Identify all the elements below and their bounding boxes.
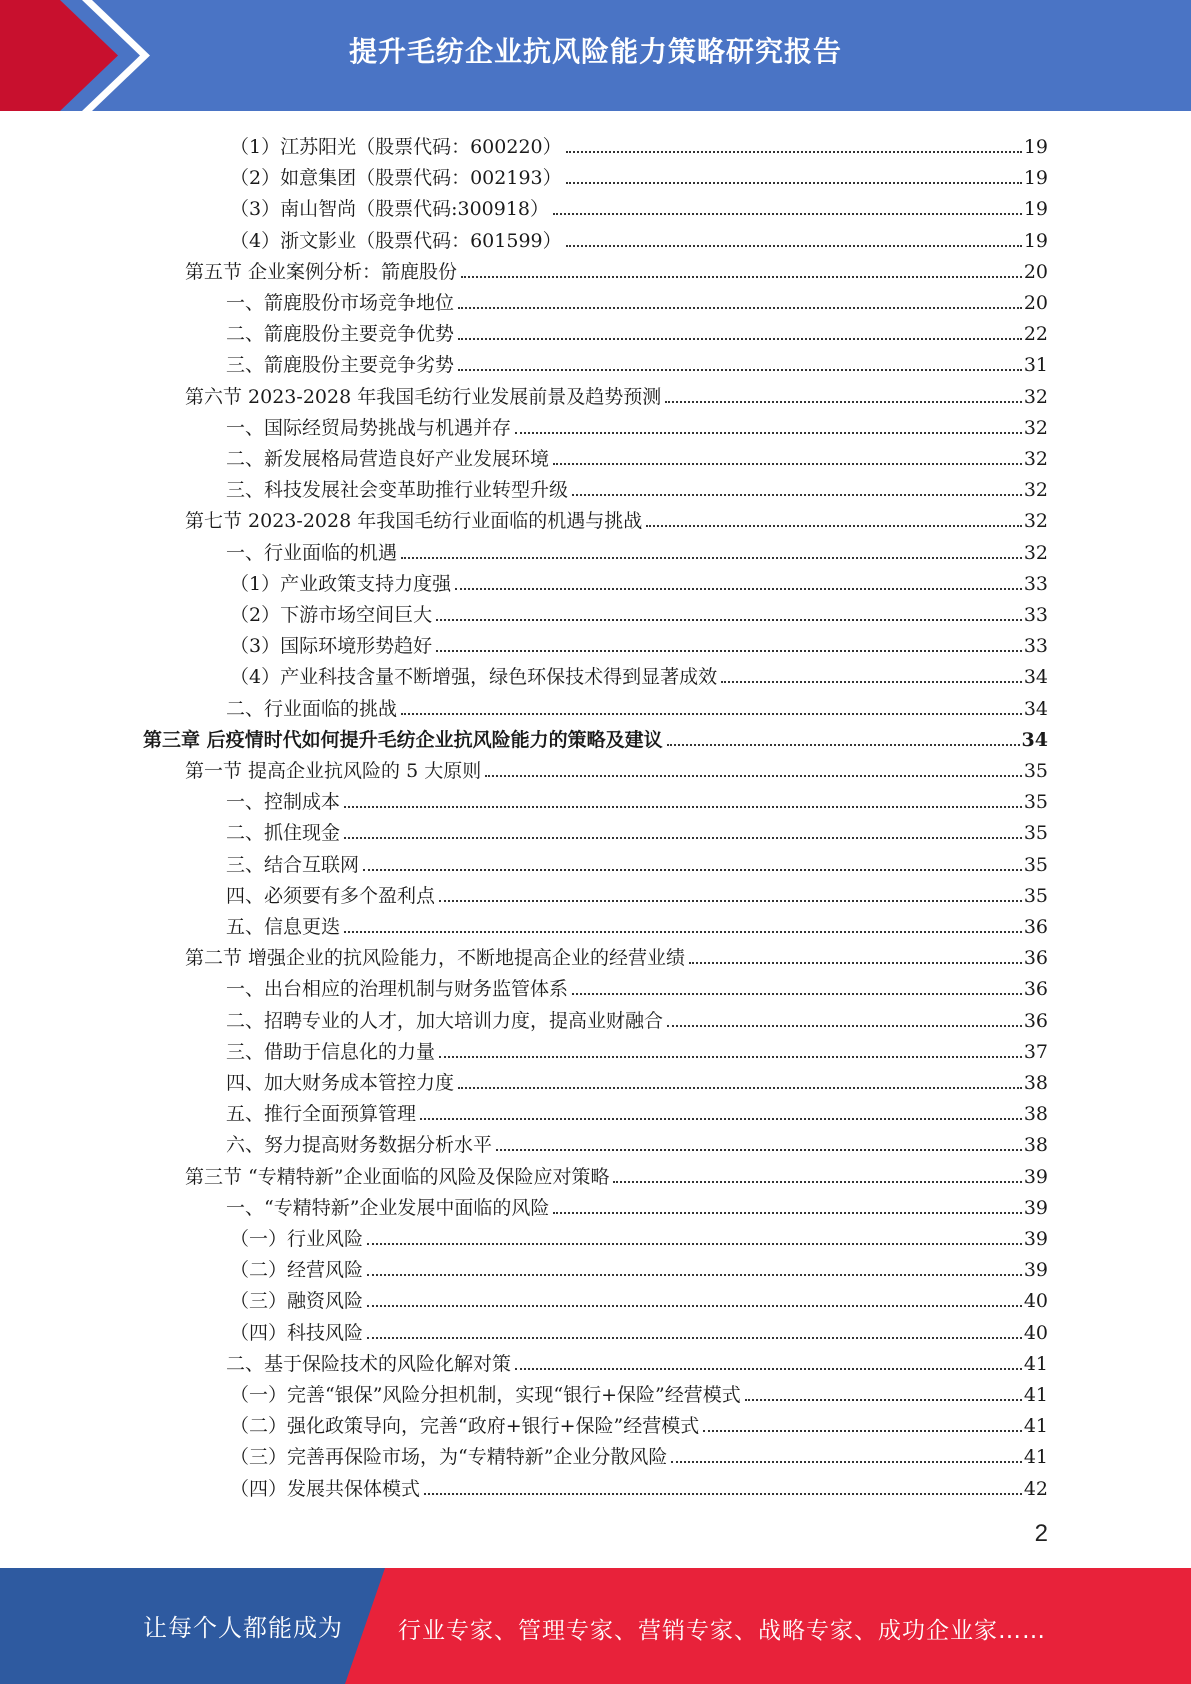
toc-entry[interactable]	[230, 159, 1048, 190]
toc-entry-page: 31	[1023, 354, 1048, 377]
toc-entry[interactable]	[226, 690, 1048, 721]
toc-entry-page: 38	[1023, 1134, 1048, 1157]
toc-entry[interactable]	[230, 1438, 1048, 1469]
toc-entry[interactable]	[226, 409, 1048, 440]
toc-leader-dots	[553, 212, 1022, 215]
report-title: 提升毛纺企业抗风险能力策略研究报告	[348, 35, 842, 68]
toc-entry-title: 四、加大财务成本管控力度	[226, 1072, 455, 1094]
toc-entry[interactable]	[230, 1282, 1048, 1313]
toc-entry-page: 22	[1023, 323, 1048, 346]
toc-leader-dots	[572, 493, 1022, 496]
toc-leader-dots	[367, 1304, 1022, 1307]
toc-entry-page: 40	[1023, 1290, 1048, 1313]
toc-entry[interactable]	[226, 846, 1048, 877]
toc-entry[interactable]	[226, 908, 1048, 939]
toc-entry[interactable]	[230, 128, 1048, 159]
toc-leader-dots	[613, 1180, 1021, 1183]
toc-entry-page: 41	[1023, 1446, 1048, 1469]
toc-entry-title: 第三章 后疫情时代如何提升毛纺企业抗风险能力的策略及建议	[143, 728, 663, 751]
toc-entry-title: （二）强化政策导向，完善“政府+银行+保险”经营模式	[230, 1415, 700, 1438]
toc-leader-dots	[344, 836, 1022, 839]
toc-leader-dots	[344, 930, 1022, 933]
toc-entry[interactable]	[185, 378, 1048, 409]
toc-entry-page: 32	[1023, 416, 1048, 439]
toc-leader-dots	[401, 712, 1022, 715]
toc-entry-title: （3）南山智尚（股票代码:300918）	[230, 198, 550, 221]
toc-leader-dots	[436, 649, 1022, 652]
toc-entry[interactable]	[226, 1126, 1048, 1157]
toc-entry-title: 二、新发展格局营造良好产业发展环境	[226, 448, 550, 470]
toc-entry[interactable]	[185, 939, 1048, 970]
toc-entry-title: （4）产业科技含量不断增强，绿色环保技术得到显著成效	[230, 666, 718, 689]
toc-leader-dots	[646, 524, 1022, 527]
toc-entry[interactable]	[230, 1314, 1048, 1345]
toc-entry-page: 20	[1023, 260, 1048, 283]
toc-entry-page: 39	[1023, 1228, 1048, 1250]
toc-entry[interactable]	[230, 1376, 1048, 1407]
toc-entry-page: 35	[1023, 822, 1048, 845]
toc-entry-title: 一、控制成本	[226, 791, 341, 814]
toc-leader-dots	[420, 1117, 1022, 1120]
toc-leader-dots	[572, 992, 1022, 995]
toc-entry-page: 41	[1023, 1384, 1048, 1406]
toc-entry[interactable]	[230, 1470, 1048, 1501]
toc-entry-page: 32	[1023, 510, 1048, 533]
toc-entry-title: （四）发展共保体模式	[230, 1477, 421, 1500]
toc-leader-dots	[458, 306, 1022, 309]
toc-leader-dots	[515, 1367, 1022, 1370]
toc-entry-title: 一、箭鹿股份市场竞争地位	[226, 292, 455, 314]
toc-entry-page: 35	[1023, 853, 1048, 876]
toc-entry[interactable]	[226, 1189, 1048, 1220]
toc-entry-title: 一、“专精特新”企业发展中面临的风险	[226, 1196, 550, 1219]
toc-leader-dots	[424, 1492, 1022, 1495]
toc-entry-page: 41	[1023, 1352, 1048, 1375]
toc-leader-dots	[436, 618, 1022, 621]
footer-slogan-right: 行业专家、管理专家、营销专家、战略专家、成功企业家……	[398, 1618, 1046, 1644]
toc-entry-page: 35	[1023, 884, 1048, 907]
toc-leader-dots	[439, 1055, 1022, 1058]
toc-leader-dots	[367, 1336, 1022, 1339]
toc-entry-title: 六、努力提高财务数据分析水平	[226, 1134, 493, 1157]
toc-entry-title: 第二节 增强企业的抗风险能力，不断地提高企业的经营业绩	[185, 947, 686, 970]
toc-leader-dots	[485, 774, 1022, 777]
toc-leader-dots	[455, 587, 1022, 590]
page-number: 2	[1034, 1520, 1048, 1547]
toc-leader-dots	[566, 150, 1022, 153]
toc-entry-page: 40	[1023, 1321, 1048, 1344]
toc-entry-title: 三、结合互联网	[226, 853, 360, 876]
toc-entry-page: 38	[1023, 1072, 1048, 1094]
toc-entry-page: 32	[1023, 479, 1048, 502]
toc-entry-page: 33	[1023, 635, 1048, 658]
toc-entry-page: 41	[1023, 1415, 1048, 1438]
toc-leader-dots	[344, 805, 1022, 808]
toc-leader-dots	[671, 1460, 1021, 1463]
toc-leader-dots	[665, 400, 1022, 403]
toc-entry-title: 二、基于保险技术的风险化解对策	[226, 1352, 512, 1375]
toc-entry[interactable]	[185, 502, 1048, 533]
toc-entry-title: 三、借助于信息化的力量	[226, 1040, 436, 1063]
toc-entry[interactable]	[230, 596, 1048, 627]
toc-entry-title: 二、招聘专业的人才，加大培训力度，提高业财融合	[226, 1009, 664, 1032]
toc-entry-title: 第六节 2023-2028 年我国毛纺行业发展前景及趋势预测	[185, 385, 662, 408]
toc-entry[interactable]	[230, 1220, 1048, 1251]
toc-leader-dots	[703, 1429, 1022, 1432]
toc-leader-dots	[721, 680, 1022, 683]
toc-entry[interactable]	[226, 440, 1048, 471]
toc-entry-page: 36	[1023, 916, 1048, 938]
toc-leader-dots	[367, 1242, 1022, 1245]
toc-leader-dots	[363, 868, 1022, 871]
toc-entry[interactable]	[143, 721, 1048, 752]
toc-entry-page: 37	[1023, 1040, 1048, 1063]
toc-entry[interactable]	[230, 1251, 1048, 1282]
toc-entry-title: 五、信息更迭	[226, 916, 341, 938]
toc-entry-title: 一、国际经贸局势挑战与机遇并存	[226, 416, 512, 439]
toc-entry[interactable]	[226, 814, 1048, 845]
toc-entry[interactable]	[226, 346, 1048, 377]
toc-entry[interactable]	[230, 658, 1048, 689]
toc-entry-page: 19	[1023, 198, 1048, 221]
toc-leader-dots	[553, 1211, 1021, 1214]
toc-entry-title: （2）下游市场空间巨大	[230, 604, 433, 626]
toc-leader-dots	[496, 1148, 1022, 1151]
toc-leader-dots	[745, 1398, 1022, 1401]
toc-entry-page: 19	[1023, 229, 1048, 252]
toc-entry-title: 二、行业面临的挑战	[226, 697, 398, 720]
toc-entry-title: （一）行业风险	[230, 1228, 364, 1250]
toc-entry-page: 35	[1023, 791, 1048, 814]
toc-entry[interactable]	[230, 222, 1048, 253]
toc-entry-title: 五、推行全面预算管理	[226, 1103, 417, 1126]
toc-leader-dots	[461, 275, 1022, 278]
toc-entry-page: 36	[1023, 978, 1048, 1001]
toc-entry[interactable]	[185, 1158, 1048, 1189]
toc-entry-title: （四）科技风险	[230, 1321, 364, 1344]
toc-entry-page: 19	[1023, 167, 1048, 190]
toc-entry[interactable]	[226, 970, 1048, 1001]
toc-entry[interactable]	[230, 565, 1048, 596]
toc-entry-title: （三）融资风险	[230, 1290, 364, 1313]
toc-entry-title: 四、必须要有多个盈利点	[226, 884, 436, 907]
toc-entry-title: 第七节 2023-2028 年我国毛纺行业面临的机遇与挑战	[185, 510, 643, 533]
toc-entry-page: 34	[1023, 697, 1048, 720]
toc-entry-page: 38	[1023, 1103, 1048, 1126]
toc-leader-dots	[667, 1024, 1022, 1027]
toc-entry[interactable]	[226, 1095, 1048, 1126]
toc-entry-title: 第一节 提高企业抗风险的 5 大原则	[185, 760, 482, 782]
footer-slogan-left: 让每个人都能成为	[143, 1614, 343, 1642]
toc-entry[interactable]	[226, 1345, 1048, 1376]
toc-entry[interactable]	[226, 284, 1048, 315]
toc-entry-title: 二、箭鹿股份主要竞争优势	[226, 323, 455, 346]
toc-entry-page: 32	[1023, 385, 1048, 408]
toc-entry[interactable]	[226, 1002, 1048, 1033]
toc-entry[interactable]	[226, 1033, 1048, 1064]
toc-entry[interactable]	[185, 253, 1048, 284]
toc-leader-dots	[515, 431, 1022, 434]
toc-entry-page: 20	[1023, 292, 1048, 314]
toc-entry-page: 39	[1023, 1165, 1048, 1188]
toc-leader-dots	[439, 899, 1022, 902]
toc-entry[interactable]	[226, 315, 1048, 346]
toc-entry[interactable]	[230, 627, 1048, 658]
toc-entry[interactable]	[226, 534, 1048, 565]
toc-entry[interactable]	[226, 1064, 1048, 1095]
toc-entry-title: （3）国际环境形势趋好	[230, 635, 433, 658]
toc-leader-dots	[458, 337, 1022, 340]
toc-entry-page: 32	[1023, 541, 1048, 564]
toc-leader-dots	[553, 462, 1022, 465]
toc-entry-page: 19	[1023, 136, 1048, 158]
toc-leader-dots	[401, 556, 1022, 559]
toc-entry-page: 33	[1023, 572, 1048, 595]
toc-entry-page: 34	[1023, 666, 1048, 689]
toc-entry[interactable]	[226, 877, 1048, 908]
toc-leader-dots	[689, 961, 1022, 964]
toc-entry-title: （一）完善“银保”风险分担机制，实现“银行+保险”经营模式	[230, 1384, 741, 1406]
toc-leader-dots	[458, 1086, 1022, 1089]
toc-entry-page: 36	[1023, 947, 1048, 970]
toc-entry-page: 39	[1023, 1259, 1048, 1282]
toc-entry-title: （二）经营风险	[230, 1259, 364, 1282]
toc-entry[interactable]	[230, 1407, 1048, 1438]
toc-entry-title: （三）完善再保险市场，为“专精特新”企业分散风险	[230, 1446, 668, 1469]
toc-entry-page: 39	[1023, 1196, 1048, 1219]
toc-entry-title: 一、出台相应的治理机制与财务监管体系	[226, 978, 569, 1001]
toc-entry-page: 32	[1023, 448, 1048, 470]
toc-entry-title: 第三节 “专精特新”企业面临的风险及保险应对策略	[185, 1165, 610, 1188]
toc-entry[interactable]	[226, 783, 1048, 814]
toc-entry[interactable]	[230, 190, 1048, 221]
toc-entry-title: 三、箭鹿股份主要竞争劣势	[226, 354, 455, 377]
toc-entry[interactable]	[185, 752, 1048, 783]
toc-entry-title: （1）江苏阳光（股票代码：600220）	[230, 136, 562, 158]
toc-entry-page: 33	[1023, 604, 1048, 626]
toc-entry-title: 二、抓住现金	[226, 822, 341, 845]
toc-entry[interactable]	[226, 471, 1048, 502]
toc-entry-title: （4）浙文影业（股票代码：601599）	[230, 229, 562, 252]
toc-leader-dots	[667, 743, 1020, 746]
footer-banner	[0, 1568, 1191, 1684]
toc-entry-title: 三、科技发展社会变革助推行业转型升级	[226, 479, 569, 502]
toc-entry-page: 34	[1021, 728, 1048, 751]
toc-entry-title: 第五节 企业案例分析：箭鹿股份	[185, 260, 458, 283]
toc-leader-dots	[458, 368, 1022, 371]
toc-leader-dots	[566, 244, 1022, 247]
toc-leader-dots	[367, 1273, 1022, 1276]
report-header	[0, 0, 1191, 111]
toc-entry-title: （1）产业政策支持力度强	[230, 572, 452, 595]
toc-entry-title: 一、行业面临的机遇	[226, 541, 398, 564]
toc-entry-title: （2）如意集团（股票代码：002193）	[230, 167, 562, 190]
toc-leader-dots	[566, 181, 1022, 184]
toc-entry-page: 35	[1023, 760, 1048, 782]
toc-entry-page: 42	[1023, 1477, 1048, 1500]
toc-entry-page: 36	[1023, 1009, 1048, 1032]
